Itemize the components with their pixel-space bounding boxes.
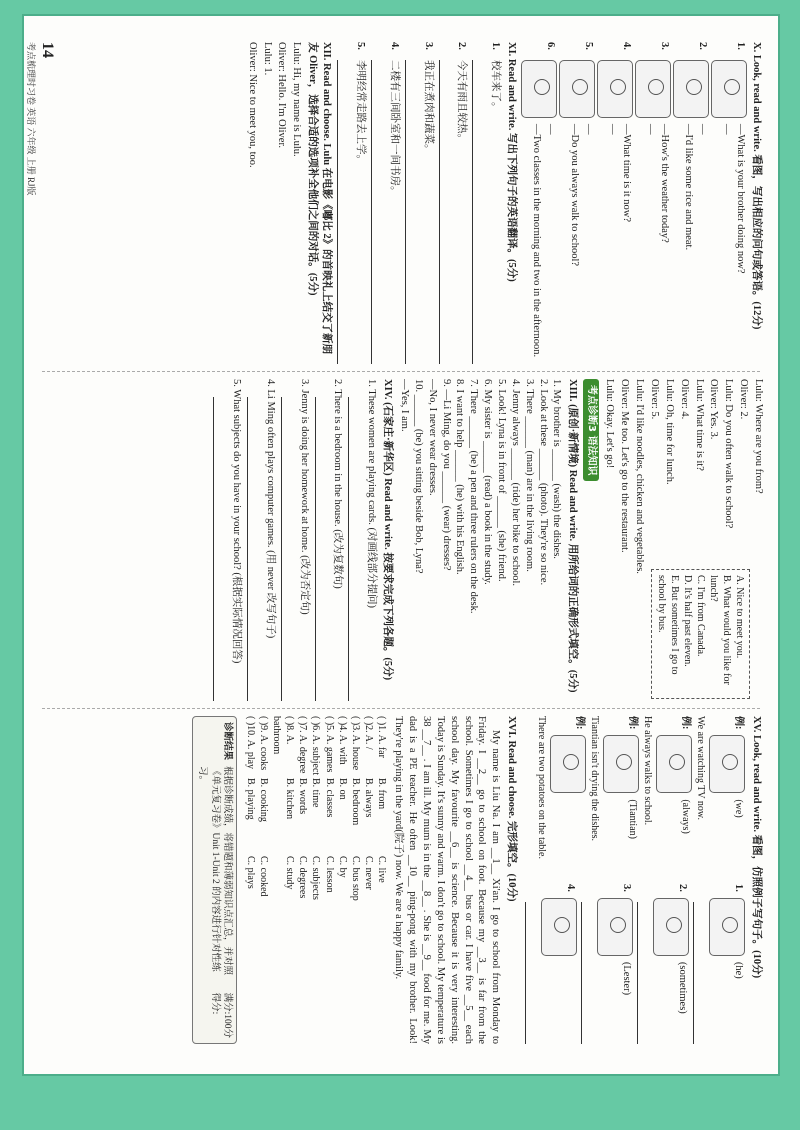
- item-number: 2.: [677, 884, 689, 892]
- answer-line[interactable]: [348, 397, 362, 701]
- column-divider: [42, 371, 760, 372]
- dialog-line: Lulu: Okay. Let's go!: [604, 379, 616, 469]
- dialog-line: Lulu: I'd like noodles, chicken and vegetables.: [634, 379, 646, 574]
- item-number: 4.: [621, 42, 633, 50]
- cloze-option-row: [322, 716, 335, 1044]
- chinese-sentence: 二楼有三间卧室和一间书房。: [388, 60, 400, 197]
- item-number: 5.: [354, 42, 366, 50]
- example-label: 例:: [733, 716, 745, 730]
- answer-line[interactable]: —How's the weather today?: [659, 124, 671, 243]
- answer-line[interactable]: [439, 60, 453, 364]
- section-xii-dialog-start: [245, 42, 303, 364]
- option: E. But sometimes I go to school by bus.: [656, 575, 680, 675]
- cloze-option[interactable]: C. never: [363, 856, 375, 890]
- item-number: 3.: [422, 42, 434, 50]
- cloze-option-row: [349, 716, 362, 1044]
- xv-example: [550, 716, 586, 876]
- cloze-option[interactable]: B. time: [310, 778, 322, 808]
- score-full: 满分:100分: [222, 992, 233, 1038]
- cloze-option: ( )7. A. degree: [297, 716, 309, 774]
- answer-line[interactable]: [315, 397, 329, 701]
- dialog-line: Lulu: 1.: [261, 42, 273, 76]
- fill-item[interactable]: 2. Look at these ______ (photo). They're so nice.: [537, 379, 549, 586]
- xv-examples: [521, 716, 747, 876]
- fill-item[interactable]: 7. There ______ (be) a pen and three rulers on the desk.: [468, 379, 480, 614]
- picture-placeholder: [673, 60, 709, 118]
- answer-line[interactable]: —What is your brother doing now?: [735, 124, 747, 274]
- dialog-line: Oliver: Hello. I'm Oliver.: [276, 42, 288, 148]
- x-item: [711, 42, 747, 364]
- cloze-option-row: [270, 716, 296, 1044]
- example-label: 例:: [573, 716, 585, 730]
- example-sentence: He always walks to school.: [641, 716, 653, 826]
- cloze-passage: My name is Liu Na. I am __1__ Xi'an. I go to school from Monday to Friday. I __2__ go to school on foot. Because my __3__ is far from the school. Sometimes I go to school __4__ bus or car. I have five __5__ each school day. My favourite __6__ is science. Because it is very interesting. Today is Sunday. It's sunny and warm. I don't go to school. My temperature is 38 __7__ . I am ill. My mum is in the __8__ . She is __9__ food for me. My dad is a PE teacher. He often __10__ ping-pong with my brother. Look! They're playing in the yard(院子) now. We are a happy family.: [393, 716, 502, 1044]
- section-xi-items: [337, 42, 502, 364]
- cloze-option: ( )8. A. bathroom: [270, 716, 296, 755]
- picture-placeholder: [635, 60, 671, 118]
- dialog-line: Lulu: Where are you from?: [753, 379, 764, 494]
- xv-example: [656, 716, 692, 876]
- example-sentence: We are watching TV now.: [695, 716, 707, 820]
- xv-example: [709, 716, 745, 876]
- example-sentence: Tiantian isn't drying the dishes.: [588, 716, 600, 842]
- fill-item[interactable]: 1. My brother is ______ (wash) the dishes.: [551, 379, 563, 559]
- answer-line[interactable]: —: [583, 124, 595, 135]
- xv-items: [521, 884, 747, 1044]
- fill-item[interactable]: 9. —Li Ming, do you ______ (wear) dresses?: [440, 379, 452, 571]
- fill-item[interactable]: 4. Jenny always ______ (ride) her bike to school.: [509, 379, 521, 587]
- dialog-line: Lulu: Oh, time for lunch.: [663, 379, 675, 485]
- answer-line[interactable]: —Do you always walk to school?: [569, 124, 581, 267]
- section-xiv-header: XIV. (石家庄·新华区) Read and write. 按要求完成下列各题。(5分): [382, 379, 394, 681]
- dialog-line: Lulu: What time is it?: [693, 379, 705, 471]
- answer-line[interactable]: [472, 60, 486, 364]
- chinese-sentence: 李明经常走路去上学。: [354, 60, 366, 165]
- cloze-option[interactable]: C. by: [336, 856, 348, 878]
- fill-item[interactable]: —Yes, I am.: [399, 379, 411, 432]
- fill-item[interactable]: —No, I never wear dresses.: [426, 379, 438, 496]
- worksheet-page: [22, 14, 780, 1076]
- x-item-lines: [719, 124, 747, 364]
- answer-line[interactable]: [693, 902, 707, 1044]
- item-number: 6.: [545, 42, 557, 50]
- x-item: [635, 42, 671, 364]
- picture-placeholder: [541, 898, 577, 956]
- rewrite-question: 1. These women are playing cards. (对画线部分提问): [366, 379, 378, 609]
- answer-line[interactable]: [581, 902, 595, 1044]
- section-badge: 考点诊断3 语法知识: [583, 379, 598, 481]
- cloze-option[interactable]: C. plays: [244, 856, 256, 889]
- section-xii-header: XII. Read and choose. Lulu 在电影《嘟比 2》的首映礼上结交了新朋友 Oliver，选择合适的选项补全他们之间的对话。(5分): [307, 42, 332, 355]
- picture-placeholder: [603, 735, 639, 793]
- cloze-option-row: [243, 716, 256, 1044]
- cloze-option[interactable]: B. words: [297, 778, 309, 815]
- section-xiv-items: [213, 379, 378, 701]
- xi-item: [353, 42, 367, 364]
- xv-item: [709, 884, 745, 1044]
- cloze-option-row: [362, 716, 375, 1044]
- fill-item[interactable]: 8. I want to help ______ (he) with his English.: [454, 379, 466, 575]
- answer-line[interactable]: —: [645, 124, 657, 135]
- option: B. What would you like for lunch?: [708, 575, 732, 685]
- fill-item[interactable]: 10. ______ (be) you sitting beside Bob, Lyna?: [412, 379, 424, 574]
- dialog-line: Oliver: 5.: [648, 379, 660, 420]
- picture-placeholder: [597, 898, 633, 956]
- rewrite-question: 4. Li Ming often plays computer games. (用 never 改写句子): [264, 379, 276, 639]
- item-number: 3.: [659, 42, 671, 50]
- rewrite-question: 2. There is a bedroom in the house. (改为复数句): [332, 379, 344, 589]
- xv-example: [603, 716, 639, 876]
- fill-item[interactable]: 5. Look! Lyna is in front of ______ (she) friend.: [496, 379, 508, 582]
- cloze-option[interactable]: B. bedroom: [350, 778, 362, 826]
- answer-line[interactable]: —: [721, 124, 733, 135]
- dialog-line: Oliver: 2.: [738, 379, 750, 420]
- page-number: 14: [39, 42, 56, 58]
- x-item-lines: [643, 124, 671, 364]
- picture-placeholder: [653, 898, 689, 956]
- cloze-option: ( )9. A. cooks: [257, 716, 269, 771]
- chinese-sentence: 今天有雨且较热。: [456, 60, 468, 144]
- item-number: 3.: [621, 884, 633, 892]
- cloze-option: ( )3. A. house: [350, 716, 362, 771]
- item-number: 4.: [388, 42, 400, 50]
- answer-line[interactable]: —: [697, 124, 709, 135]
- cloze-option[interactable]: B. always: [363, 778, 375, 818]
- dialog-line: Lulu: Do you often walk to school?: [723, 379, 735, 529]
- cloze-option[interactable]: C. degrees: [297, 856, 309, 899]
- fill-item[interactable]: 3. There ______ (man) are in the living room.: [523, 379, 535, 572]
- answer-line[interactable]: —: [545, 124, 557, 135]
- item-number: 2.: [697, 42, 709, 50]
- dialog-line: Lulu: Hi, my name is Lulu.: [291, 42, 303, 157]
- rewrite-question: 5. What subjects do you have in your school? (根据实际情况回答): [230, 379, 242, 664]
- x-item: [559, 42, 595, 364]
- page-footer: 考点梳理时习卷 英语 六年级 上册 RJ版: [26, 42, 36, 196]
- example-sentence: There are two potatoes on the table.: [535, 716, 547, 859]
- picture-placeholder: [709, 898, 745, 956]
- item-hint: (he): [733, 961, 745, 979]
- note-title: 诊断结果: [222, 722, 233, 761]
- cloze-option-row: [375, 716, 388, 1044]
- cloze-option[interactable]: C. cooked: [257, 856, 269, 897]
- xv-item: [597, 884, 633, 1044]
- x-item-lines: [681, 124, 709, 364]
- item-hint: (sometimes): [677, 961, 689, 1014]
- item-number: 1.: [733, 884, 745, 892]
- dialog-line: Oliver: Yes. 3.: [708, 379, 720, 440]
- dialog-line: Oliver: Nice to meet you, too.: [246, 42, 258, 168]
- section-x-items: [521, 42, 747, 364]
- cloze-option: ( )6. A. subject: [310, 716, 322, 776]
- cloze-options: [243, 716, 388, 1044]
- item-number: 5.: [583, 42, 595, 50]
- answer-line[interactable]: —What time is it now?: [621, 124, 633, 222]
- example-hint: (we): [733, 799, 745, 818]
- x-item: [597, 42, 633, 364]
- score-got: 得分:: [209, 992, 220, 1015]
- cloze-option[interactable]: B. classes: [323, 778, 335, 818]
- cloze-option-row: [309, 716, 322, 1044]
- section-xv-header: XV. Look, read and write. 看图，仿照例子写句子。(10分): [751, 716, 762, 979]
- chinese-sentence: 校车来了。: [490, 60, 502, 113]
- option: C. I'm from Canada.: [695, 575, 706, 657]
- picture-placeholder: [597, 60, 633, 118]
- option: A. Nice to meet you.: [734, 575, 745, 659]
- answer-line[interactable]: [525, 902, 539, 1044]
- cloze-option[interactable]: C. study: [284, 856, 296, 890]
- dialog-line: Oliver: Me too. Let's go to the restaurant.: [619, 379, 631, 553]
- answer-line[interactable]: [213, 397, 227, 701]
- picture-placeholder: [550, 735, 586, 793]
- cloze-option: ( )2. A. /: [363, 716, 375, 750]
- cloze-option[interactable]: C. bus stop: [350, 856, 362, 901]
- example-hint: (always): [679, 799, 691, 834]
- item-number: 2.: [456, 42, 468, 50]
- dialog-line: Oliver: 4.: [678, 379, 690, 420]
- x-item: [521, 42, 557, 364]
- cloze-option: ( )1. A. far: [376, 716, 388, 758]
- cloze-option[interactable]: B. on: [336, 778, 348, 800]
- example-label: 例:: [626, 716, 638, 730]
- xi-item: [455, 42, 469, 364]
- picture-placeholder: [656, 735, 692, 793]
- cloze-option-row: [336, 716, 349, 1044]
- picture-placeholder: [559, 60, 595, 118]
- cloze-option-row: [296, 716, 309, 1044]
- section-x-header: X. Look, read and write. 看图，写出相应的问句或答语。(12分): [751, 42, 762, 330]
- cloze-option: ( )4. A. with: [336, 716, 348, 765]
- chinese-sentence: 我正在煮肉和蔬菜。: [422, 60, 434, 155]
- answer-line[interactable]: [637, 902, 651, 1044]
- cloze-option[interactable]: C. lesson: [323, 856, 335, 893]
- example-hint: (Tiantian): [626, 799, 638, 839]
- picture-placeholder: [521, 60, 557, 118]
- column-middle: [36, 379, 766, 701]
- section-xvi-header: XVI. Read and choose. 完形填空。(10分): [506, 716, 518, 902]
- x-item-lines: [605, 124, 633, 364]
- item-number: 1.: [735, 42, 747, 50]
- xv-item: [653, 884, 689, 1044]
- item-number: 4.: [565, 884, 577, 892]
- column-right: [36, 716, 766, 1044]
- option: D. It's half past eleven.: [682, 575, 693, 667]
- answer-line[interactable]: [405, 60, 419, 364]
- section-xiii-items: [397, 379, 563, 701]
- xi-item: [421, 42, 435, 364]
- x-item-lines: [567, 124, 595, 364]
- answer-line[interactable]: —: [607, 124, 619, 135]
- cloze-option-row: [257, 716, 270, 1044]
- x-item-lines: [529, 124, 557, 364]
- answer-line[interactable]: [247, 397, 261, 701]
- rotated-content: [22, 14, 780, 1076]
- xii-options-box: [651, 569, 750, 699]
- section-xiii-header: XIII. (原创·新情境) Read and write. 用所给词的正确形式填空。(5分): [567, 379, 579, 693]
- cloze-option[interactable]: C. live: [376, 856, 388, 883]
- cloze-option[interactable]: B. from: [376, 778, 388, 810]
- cloze-option[interactable]: B. cooking: [257, 778, 269, 822]
- answer-line[interactable]: —Two classes in the morning and two in the afternoon.: [531, 124, 543, 358]
- cloze-option: ( )10. A. play: [244, 716, 256, 770]
- item-hint: (Lester): [621, 961, 633, 996]
- answer-line[interactable]: [281, 397, 295, 701]
- item-number: 1.: [490, 42, 502, 50]
- section-xi-header: XI. Read and write. 写出下列句子的英语翻译。(5分): [506, 42, 518, 282]
- xi-item: [488, 42, 502, 364]
- diagnosis-note: [192, 716, 238, 1044]
- column-divider: [42, 708, 760, 709]
- answer-line[interactable]: [371, 60, 385, 364]
- cloze-option[interactable]: B. kitchen: [284, 778, 296, 820]
- note-text: 根据诊断成绩，将错题和薄弱知识点汇总，并对照《单元复习卷》Unit 1-Unit 2 的内容进行针对性练习。: [197, 766, 233, 976]
- rewrite-question: 3. Jenny is doing her homework at home. (改为否定句): [298, 379, 310, 615]
- picture-placeholder: [711, 60, 747, 118]
- xv-item: [541, 884, 577, 1044]
- x-item: [673, 42, 709, 364]
- example-label: 例:: [679, 716, 691, 730]
- cloze-option[interactable]: C. subjects: [310, 856, 322, 900]
- column-left: [36, 42, 766, 364]
- answer-line[interactable]: —I'd like some rice and meat.: [683, 124, 695, 251]
- picture-placeholder: [709, 735, 745, 793]
- xi-item: [387, 42, 401, 364]
- cloze-option[interactable]: B. playing: [244, 778, 256, 820]
- cloze-option: ( )5. A. games: [323, 716, 335, 773]
- fill-item[interactable]: 6. My sister is ______ (read) a book in the study.: [482, 379, 494, 585]
- answer-line[interactable]: [337, 60, 351, 364]
